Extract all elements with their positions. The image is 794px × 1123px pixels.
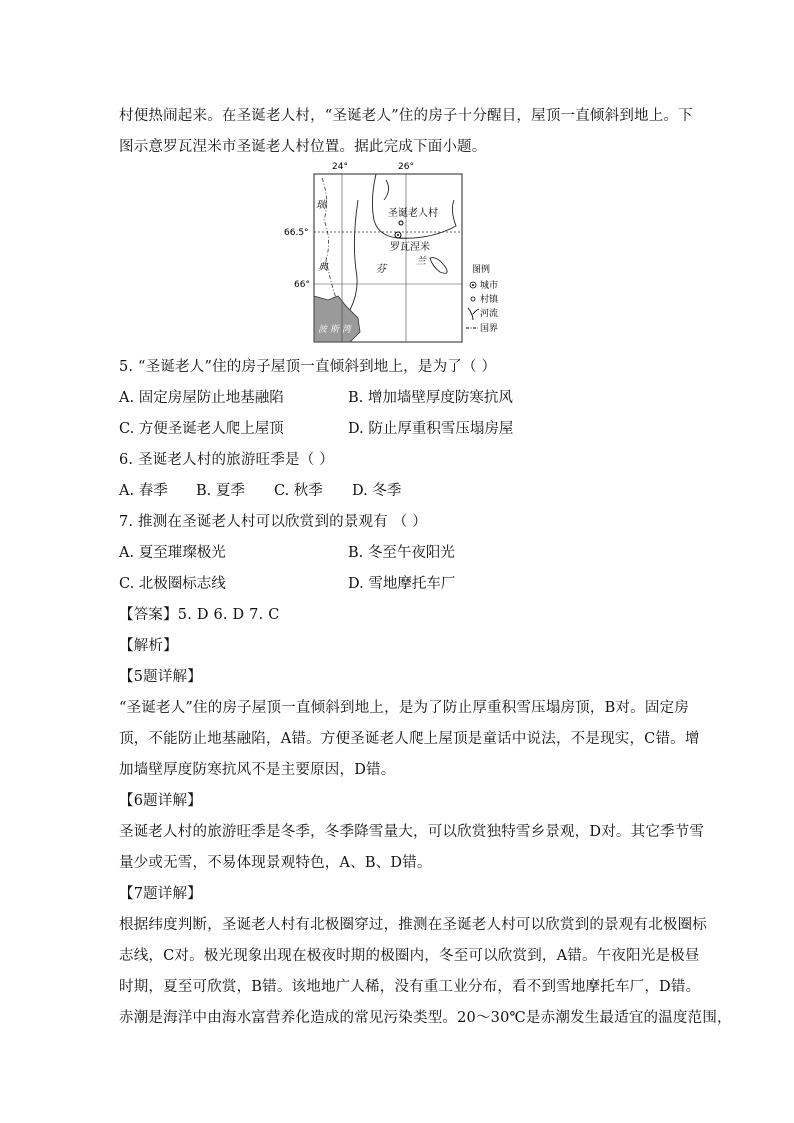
city-label: 罗瓦涅米 <box>390 242 430 253</box>
section-7-line-3: 时期，夏至可欣赏，B错。该地地广人稀，没有重工业分布，看不到雪地摩托车厂，D错。 <box>119 979 701 995</box>
q5-option-c: C. 方便圣诞老人爬上屋顶 <box>119 421 284 437</box>
river-2 <box>350 200 358 310</box>
village-label: 圣诞老人村 <box>388 208 438 219</box>
q7-option-c: C. 北极圈标志线 <box>119 576 226 592</box>
section-7-heading: 【7题详解】 <box>119 886 202 902</box>
section-5-line-1: “圣诞老人”住的房子屋顶一直倾斜到地上，是为了防止厚重积雪压塌房顶，B对。固定房 <box>119 700 689 716</box>
q5-option-b: B. 增加墙壁厚度防寒抗风 <box>348 390 513 406</box>
section-7-line-4: 赤潮是海洋中由海水富营养化造成的常见污染类型。20～30℃是赤潮发生最适宜的温度范围， <box>119 1010 732 1026</box>
village-marker <box>399 221 403 225</box>
q6-option-c: C. 秋季 <box>274 483 323 499</box>
q7-option-a: A. 夏至璀璨极光 <box>119 545 226 561</box>
question-5-stem: 5. “圣诞老人”住的房子屋顶一直倾斜到地上，是为了（ ） <box>119 359 497 375</box>
q7-option-b: B. 冬至午夜阳光 <box>348 545 455 561</box>
river-1 <box>372 174 398 238</box>
analysis-label: 【解析】 <box>119 638 178 654</box>
lon-label-26: 26° <box>398 162 414 172</box>
lon-label-24: 24° <box>332 162 348 172</box>
legend-title: 图例 <box>472 265 491 275</box>
q7-option-d: D. 雪地摩托车厂 <box>348 576 456 592</box>
intro-line-1: 村便热闹起来。在圣诞老人村，“圣诞老人”住的房子十分醒目，屋顶一直倾斜到地上。下 <box>119 108 693 124</box>
svg-text:芬: 芬 <box>376 264 386 275</box>
svg-text:村镇: 村镇 <box>480 295 499 305</box>
intro-line-2: 图示意罗瓦涅米市圣诞老人村位置。据此完成下面小题。 <box>119 139 487 155</box>
q6-option-d: D. 冬季 <box>352 483 402 499</box>
national-border <box>322 178 336 298</box>
section-7-line-1: 根据纬度判断，圣诞老人村有北极圈穿过，推测在圣诞老人村可以欣赏到的景观有北极圈标 <box>119 917 707 933</box>
q6-option-b: B. 夏季 <box>196 483 245 499</box>
svg-text:国界: 国界 <box>480 324 499 334</box>
section-5-line-3: 加墙壁厚度防寒抗风不是主要原因，D错。 <box>119 762 396 778</box>
q5-option-d: D. 防止厚重积雪压塌房屋 <box>348 421 514 437</box>
svg-text:典: 典 <box>318 262 328 273</box>
section-5-line-2: 顶，不能防止地基融陷，A错。方便圣诞老人爬上屋顶是童话中说法，不是现实，C错。增 <box>119 731 700 747</box>
section-5-heading: 【5题详解】 <box>119 669 202 685</box>
lat-label-66-5: 66.5° <box>284 228 309 238</box>
river-4 <box>384 180 389 200</box>
section-7-line-2: 志线，C对。极光现象出现在极夜时期的极圈内，冬至可以欣赏到，A错。午夜阳光是极昼 <box>119 948 700 964</box>
location-map <box>280 160 520 345</box>
svg-text:瑞: 瑞 <box>316 200 326 211</box>
legend-river-icon <box>468 308 479 320</box>
question-7-stem: 7. 推测在圣诞老人村可以欣赏到的景观有 （ ） <box>119 514 427 530</box>
svg-text:河流: 河流 <box>480 309 499 319</box>
q6-option-a: A. 春季 <box>119 483 168 499</box>
answer-line: 【答案】5. D 6. D 7. C <box>119 607 280 623</box>
lat-label-66: 66° <box>294 280 310 290</box>
section-6-line-2: 量少或无雪，不易体现景观特色，A、B、D错。 <box>119 855 432 871</box>
river-3 <box>398 200 456 238</box>
gulf-label: 波 斯 湾 <box>318 325 351 335</box>
section-6-line-1: 圣诞老人村的旅游旺季是冬季，冬季降雪量大，可以欣赏独特雪乡景观，D对。其它季节雪 <box>119 824 705 840</box>
svg-text:城市: 城市 <box>480 281 499 291</box>
question-6-stem: 6. 圣诞老人村的旅游旺季是（ ） <box>119 452 334 468</box>
lake <box>430 258 447 274</box>
section-6-heading: 【6题详解】 <box>119 793 202 809</box>
q5-option-a: A. 固定房屋防止地基融陷 <box>119 390 284 406</box>
legend-village-icon <box>471 297 475 301</box>
svg-text:兰: 兰 <box>416 256 426 267</box>
